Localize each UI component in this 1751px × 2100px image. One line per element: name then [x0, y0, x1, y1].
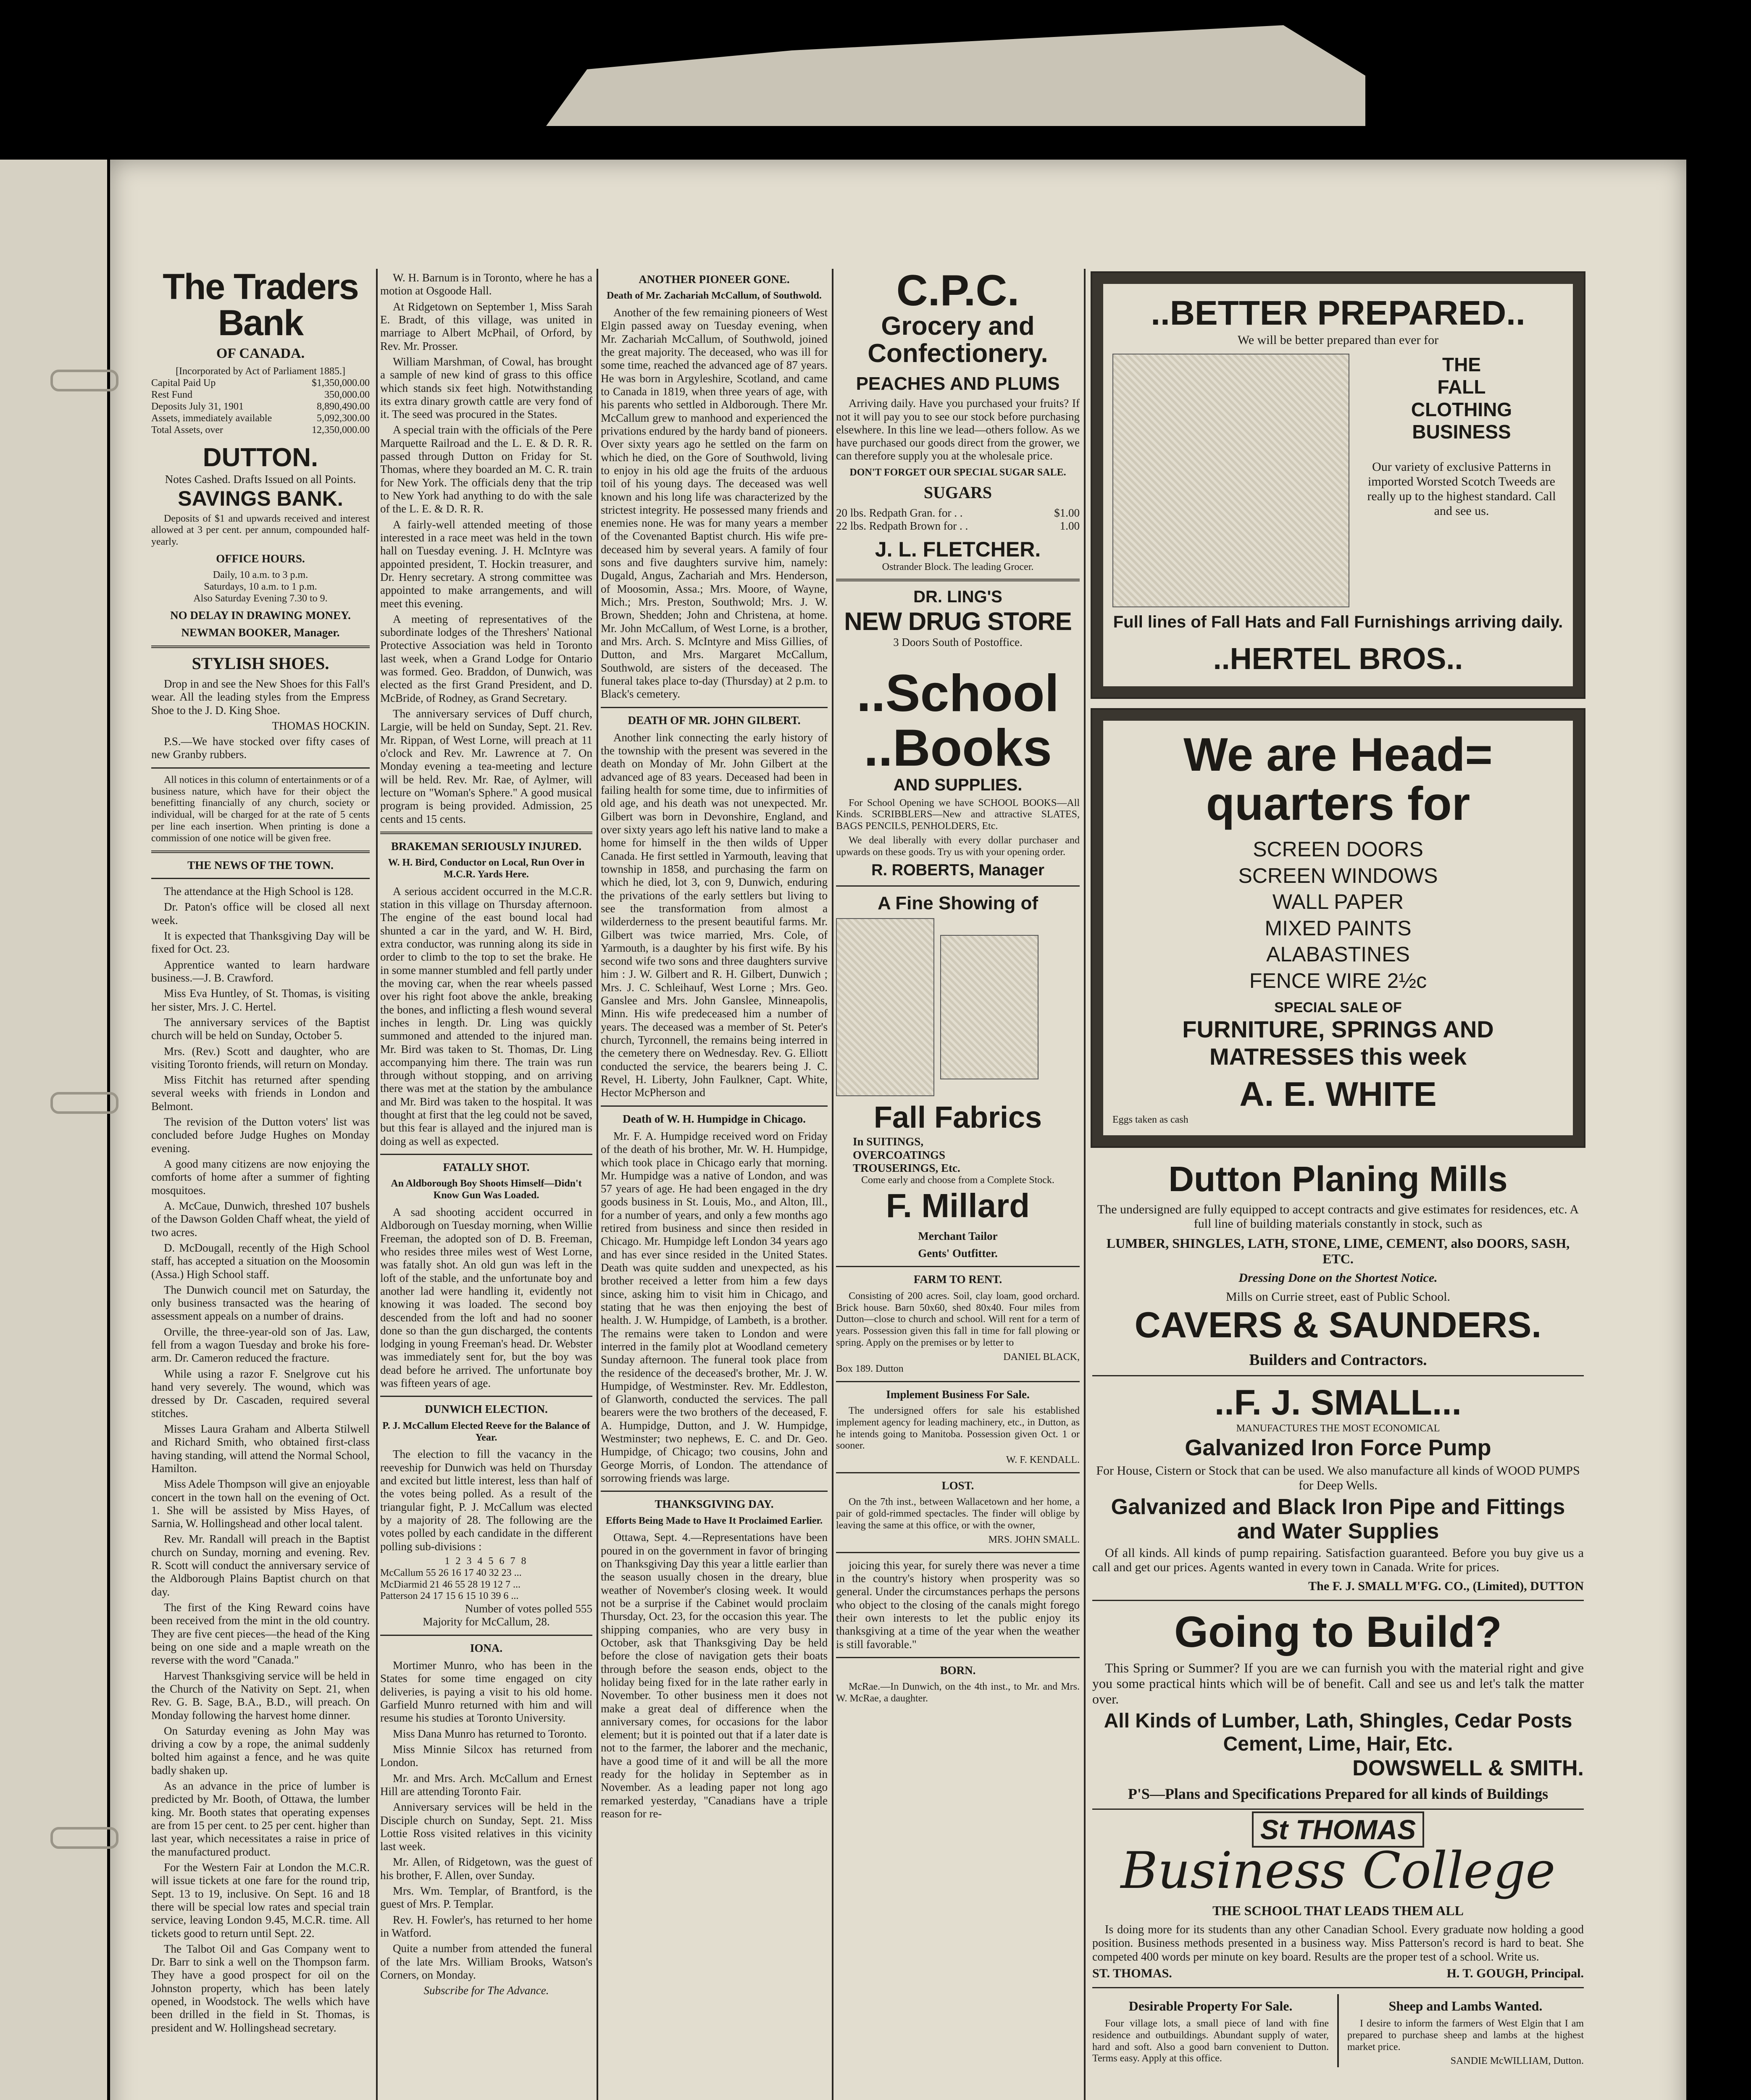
column-2	[380, 269, 592, 1997]
divider	[380, 1154, 592, 1155]
pipe-text: Of all kinds. All kinds of pump repairing. Satisfaction guaranteed. Before you buy give us a call and get our prices. Agents wanted in every town in Canada. Write for prices.	[1092, 1546, 1584, 1575]
better-prepared-text: We will be better prepared than ever for	[1237, 333, 1439, 347]
office-hours-saturday: Saturdays, 10 a.m. to 1 p.m.	[204, 581, 317, 593]
hertel-ad	[1092, 273, 1584, 697]
implement-signature: W. F. KENDALL.	[1006, 1454, 1080, 1466]
eggs-note: Eggs taken as cash	[1112, 1114, 1188, 1126]
no-delay: NO DELAY IN DRAWING MONEY.	[170, 609, 351, 622]
college-principal: H. T. GOUGH, Principal.	[1446, 1966, 1584, 1980]
tailors-illustration	[1112, 354, 1349, 607]
college-slogan: THE SCHOOL THAT LEADS THEM ALL	[1212, 1903, 1464, 1919]
sugars-heading: SUGARS	[923, 483, 992, 502]
bank-row: Rest Fund 350,000.00	[151, 389, 370, 401]
news-item: Mr. Allen, of Ridgetown, was the guest of his brother, F. Allen, over Sunday.	[380, 1856, 592, 1882]
news-item: The anniversary services of the Baptist church will be held on Sunday, October 5.	[151, 1016, 370, 1042]
column-4	[836, 266, 1080, 1974]
news-item: The first of the King Reward coins have been received from the mint in the old country. They are five cent pieces—the head of the King being on one side and a maple wreath on the reverse with the word "Canada."	[151, 1601, 370, 1667]
sheep-text: I desire to inform the farmers of West Elgin that I am prepared to purchase sheep and lambs at the highest market price.	[1347, 2018, 1584, 2053]
fabric-bolt-illustration	[940, 935, 1039, 1079]
plans-line: P'S—Plans and Specifications Prepared for all kinds of Buildings	[1128, 1785, 1549, 1802]
college-city: ST. THOMAS.	[1092, 1966, 1172, 1980]
property-heading: Desirable Property For Sale.	[1128, 1998, 1293, 2013]
news-item: Anniversary services will be held in the Disciple church on Sunday, Sept. 21. Miss Lottie Ross visited relatives in this vicinity last week.	[380, 1801, 592, 1853]
news-item: On Saturday evening as John May was driving a cow by a rope, the animal suddenly bolted him against a fence, and he was quite badly shaken up.	[151, 1724, 370, 1777]
news-item: William Marshman, of Cowal, has brought a sample of new kind of grass to this office which stands six feet high. Notwithstanding its extra dinary growth cattle are very fond of it. The seed was procured in the States.	[380, 355, 592, 421]
article-subheading: P. J. McCallum Elected Reeve for the Balance of Year.	[382, 1420, 590, 1443]
cpc-confectionery: Confectionery.	[868, 339, 1048, 368]
divider	[836, 1472, 1080, 1473]
news-item: The Dunwich council met on Saturday, the only business transacted was the hearing of assessment appeals on a number of drains.	[151, 1283, 370, 1323]
news-item: While using a razor F. Snelgrove cut his hand very severely. The wound, which was dressed by Dr. Cascaden, required several stitches.	[151, 1367, 370, 1420]
news-item: The attendance at the High School is 128.	[164, 885, 354, 898]
special-sale: SPECIAL SALE OF	[1274, 1000, 1402, 1016]
cpc-title: C.P.C.	[896, 266, 1020, 315]
better-prepared-title: ..BETTER PREPARED..	[1151, 294, 1525, 332]
binding-ring	[50, 1827, 118, 1849]
divider	[836, 1266, 1080, 1267]
news-item: Harvest Thanksgiving service will be held in the Church of the Nativity on Sept. 21, when Rev. G. B. Sage, B.A., B.D., will preach. On Monday following the harvest home dinner.	[151, 1669, 370, 1722]
bank-row: Capital Paid Up $1,350,000.00	[151, 378, 370, 389]
news-item: Mrs. (Rev.) Scott and daughter, who are visiting Toronto friends, will return on Monday.	[151, 1045, 370, 1071]
shoes-heading: STYLISH SHOES.	[192, 654, 329, 673]
goods-item: ALABASTINES	[1266, 942, 1410, 966]
news-item: Dr. Paton's office will be closed all next week.	[151, 900, 370, 927]
column-rule	[1084, 269, 1086, 2100]
cavers-name: CAVERS & SAUNDERS.	[1134, 1305, 1542, 1345]
tailor-man-illustration	[836, 918, 934, 1096]
property-text: Four village lots, a small piece of land with fine residence and outbuildings. Abundant supply of water, hard and soft. Also a good barn convenient to Dutton. Terms easy. Apply at this office.	[1092, 2018, 1329, 2064]
furniture-line: FURNITURE, SPRINGS AND MATRESSES this week	[1182, 1016, 1494, 1070]
bank-manager: NEWMAN BOOKER, Manager.	[181, 626, 340, 639]
column-rule	[597, 269, 598, 2100]
article-subheading: W. H. Bird, Conductor on Local, Run Over in M.C.R. Yards Here.	[388, 857, 585, 880]
divider	[151, 878, 370, 879]
goods-item: SCREEN DOORS	[1253, 837, 1423, 861]
lost-text: On the 7th inst., between Wallacetown and her home, a pair of gold-rimmed spectacles. The finder will oblige by leaving the same at this office, or with the owner,	[836, 1496, 1080, 1531]
ling-name: DR. LING'S	[913, 588, 1002, 606]
born-text: McRae.—In Dunwich, on the 4th inst., to Mr. and Mrs. W. McRae, a daughter.	[836, 1681, 1080, 1704]
farm-box: Box 189. Dutton	[836, 1363, 904, 1374]
headquarters-title-2: quarters for	[1206, 777, 1470, 830]
news-items	[151, 885, 370, 2034]
supplies-title: AND SUPPLIES.	[893, 776, 1023, 795]
shoes-text: Drop in and see the New Shoes for this Fall's wear. All the leading styles from the Empress Shoe to the J. D. King Shoe.	[151, 677, 370, 717]
article-heading: BRAKEMAN SERIOUSLY INJURED.	[391, 840, 582, 853]
school-offer: We deal liberally with every dollar purchaser and upwards on these goods. Try us with your opening order.	[836, 835, 1080, 858]
news-item: Rev. Mr. Randall will preach in the Baptist church on Sunday, morning and evening. Rev. R. Scott will conduct the anniversary service of the Aldborough Plains Baptist church on that day.	[151, 1533, 370, 1598]
divider	[151, 850, 370, 853]
planing-text: The undersigned are fully equipped to accept contracts and give estimates for residences, etc. A full line of building materials constantly in stock, such as	[1097, 1202, 1579, 1231]
sugar-row: 22 lbs. Redpath Brown for . . 1.00	[836, 520, 1080, 533]
divider	[1092, 1600, 1584, 1601]
fabric-item: OVERCOATINGS	[853, 1148, 946, 1161]
variety-text: Our variety of exclusive Patterns in imported Worsted Scotch Tweeds are really up to the highest standard. Call and see us.	[1367, 460, 1556, 518]
office-hours: Daily, 10 a.m. to 3 p.m.	[213, 570, 308, 581]
build-text: This Spring or Summer? If you are we can furnish you with the material right and give you some practical hints which will be of benefit. Call and see us and let's talk the matter over.	[1092, 1660, 1584, 1706]
pump-title: Galvanized Iron Force Pump	[1185, 1435, 1491, 1461]
news-item: Miss Dana Munro has returned to Toronto.	[393, 1727, 587, 1740]
divider	[380, 832, 592, 834]
fletcher-address: Ostrander Block. The leading Grocer.	[882, 561, 1034, 572]
news-item: Mr. and Mrs. Arch. McCallum and Ernest Hill are attending Toronto Fair.	[380, 1772, 592, 1798]
news-item: The anniversary services of Duff church, Largie, will be held on Sunday, Sept. 21. Rev. Mr. Rippan, of West Lorne, will preach at 11 o'clock and Rev. Mr. Lawrence at 7. On Monday evening a tea-meeting and lecture will be held. Rev. Mr. Rae, of Aylmer, will lecture on "Woman's Sphere." A good musical program is being provided. Admission, 25 cents and 15 cents.	[380, 707, 592, 825]
kinds-line: All Kinds of Lumber, Lath, Shingles, Cedar Posts Cement, Lime, Hair, Etc.	[1104, 1710, 1572, 1756]
poll-header: 1 2 3 4 5 6 7 8	[444, 1555, 528, 1567]
poll-row: McDiarmid 21 46 55 28 19 12 7 ...	[380, 1579, 521, 1590]
article-heading: ANOTHER PIONEER GONE.	[639, 273, 790, 286]
pipe-title: Galvanized and Black Iron Pipe and Fittings and Water Supplies	[1111, 1495, 1565, 1544]
fabrics-note: Come early and choose from a Complete Stock.	[861, 1175, 1054, 1186]
news-item: For the Western Fair at London the M.C.R. will issue tickets at one fare for the round trip, Sept. 13 to 19, inclusive. On Sept. 16 and 18 there will be special low rates and special train service, leaving London 9.45, M.C.R. time. All tickets good to return until Sept. 22.	[151, 1861, 370, 1940]
article-body: Ottawa, Sept. 4.—Representations have been poured in on the government in favor of bringing on Thanksgiving Day this year a little earlier than the season usually chosen in the dreary, blue weather of November's closing week. It would not be a surprise if the Cabinet would proclaim Thursday, Oct. 23, for the occasion this year. The shipping companies, who are very busy in October, ask that Thanksgiving Day be held before the close of navigation gets their boats through before the season ends, object to the holiday being fixed for in the late rather early in November. To other business men it does not make a great deal of difference when the anniversary comes, for occasions for the labor element; but it is pointed out that if a later date is not to the farmer, the laborer and the mechanic, have a good time of it and will be all the more ready for the holiday in September as in November. As a leading paper not long ago remarked yesterday, "Canadians have a triple reason for re-	[601, 1531, 828, 1820]
bank-row: Deposits July 31, 1901 8,890,490.00	[151, 401, 370, 412]
pump-text: For House, Cistern or Stock that can be used. We also manufacture all kinds of WOOD PUMPS for Deep Wells.	[1096, 1463, 1580, 1492]
poll-majority: Majority for McCallum, 28.	[423, 1615, 550, 1628]
hertel-name: ..HERTEL BROS..	[1213, 642, 1463, 676]
hats-line: Full lines of Fall Hats and Fall Furnishings arriving daily.	[1113, 612, 1563, 631]
divider	[601, 1491, 828, 1492]
subscribe-note: Subscribe for The Advance.	[423, 1984, 549, 1997]
goods-item: WALL PAPER	[1272, 890, 1404, 914]
article-body: The election to fill the vacancy in the reeveship for Dunwich was held on Thursday and excited but little interest, less than half of the votes being polled. As a result of the triangular fight, P. J. McCallum was elected by a majority of 28. The following are the votes polled by each candidate in the different polling sub-divisions :	[380, 1448, 592, 1553]
shoes-ps: P.S.—We have stocked over fifty cases of new Granby rubbers.	[151, 735, 370, 761]
article-heading: IONA.	[470, 1641, 503, 1654]
news-item: Miss Minnie Silcox has returned from London.	[380, 1743, 592, 1769]
sugar-row: 20 lbs. Redpath Gran. for . . $1.00	[836, 507, 1080, 519]
torn-paper-edge	[546, 0, 1365, 126]
bank-figures	[151, 378, 370, 436]
headquarters-title-1: We are Head=	[1183, 728, 1493, 781]
farm-text: Consisting of 200 acres. Soil, clay loam, good orchard. Brick house. Barn 50x60, shed 80x40. Four miles from Dutton—close to church and school. Will rent for a term of years. Possession given this fall in time for fall plowing or spring. Apply on the premises or by letter to	[836, 1290, 1080, 1349]
millard-trade: Merchant Tailor	[918, 1229, 998, 1242]
article-body: Mr. F. A. Humpidge received word on Friday of the death of his brother, Mr. W. H. Humpidge, which took place in Chicago early that morning. Mr. Humpidge was a native of London, and was 57 years of age. He had been engaged in the dry goods business in St. Louis, Mo., and Alton, Ill., for a number of years, and only a few months ago retired from business and since then resided in Chicago. Mr. Humpidge left London 34 years ago and has ever since resided in the United States. Death was quite sudden and unexpected, as his brother received a letter from him a few days since, asking him to visit him in Chicago, and stating that he was then enjoying the best of health. J. W. Humpidge, of Lambeth, is a brother. The remains were taken to London and were interred in the family plot at Woodland cemetery Sunday afternoon. The funeral took place from the residence of the deceased's brother, Mr. J. W. Humpidge, of Westminster. Rev. Mr. Eddleston, of Glanworth, conducted the services. The pall bearers were the two brothers of the deceased, F. A. Humpidge, Dutton, and J. W. Humpidge, Westminster; two nephews, E. C. and Dr. Geo. Humpidge, of Chicago; two cousins, John and George Morris, of London. The attendance of sorrowing friends was large.	[601, 1129, 828, 1485]
news-item: Misses Laura Graham and Alberta Stilwell and Richard Smith, who obtained first-class having standing, will attend the Normal School, Hamilton.	[151, 1422, 370, 1475]
notices-text: All notices in this column of entertainments or of a business nature, which have for their object the benefitting financially of any church, society or individual, will be charged for at the rate of 5 cents per line each insertion. When printing is done a commission of one notice will be given free.	[151, 774, 370, 844]
article-body: Another of the few remaining pioneers of West Elgin passed away on Tuesday evening, when Mr. Zachariah McCallum, of Southwold, joined the great majority. The deceased, who was ill for some time, reached the advanced age of 87 years. He was born in Argyleshire, Scotland, and came to Canada in 1819, when three years of age, with his parents who settled in Aldborough. There Mr. McCallum grew to manhood and experienced the privations endured by the hardy band of pioneers. Over sixty years ago he settled on the farm on which he died, on the Gore of Southwold, living to enjoy in his old age the fruits of the arduous toil of his young days. The deceased was well known and his long life was characterized by the strictest integrity. He possessed many friends and enemies none. He was for many years a member of the Covenanted Baptist church. His wife pre-deceased him by several years. A family of four sons and five daughters survive him, namely: Dugald, Angus, Zachariah and Mrs. Henderson, of Moosomin, Assa.; Mrs. Moore, of Wayne, Mich.; Mrs. Preston, Southwold; Mrs. J. W. Brown, Shedden; John and Christena, at home. Mr. John McCallum, of West Lorne, is a brother, and Mrs. Arch. S. McIntyre and Miss Gillies, of Dutton, and Mrs. Margaret McCallum, Southwold, are sisters of the deceased. The funeral takes place to-day (Thursday) at 2 p.m. to Black's cemetery.	[601, 306, 828, 701]
dressing-line: Dressing Done on the Shortest Notice.	[1238, 1271, 1438, 1285]
born-heading: BORN.	[940, 1664, 976, 1677]
article-subheading: Death of Mr. Zachariah McCallum, of Southwold.	[607, 290, 822, 302]
divider	[836, 1657, 1080, 1658]
planing-mills-title: Dutton Planing Mills	[1168, 1159, 1508, 1199]
drug-store-title: NEW DRUG STORE	[844, 607, 1072, 635]
bank-incorporation: [Incorporated by Act of Parliament 1885.]	[176, 366, 345, 377]
column-3	[601, 269, 828, 1991]
article-subheading: An Aldborough Boy Shoots Himself—Didn't Know Gun Was Loaded.	[391, 1178, 582, 1201]
school-title: ..School	[856, 664, 1060, 722]
news-item: A good many citizens are now enjoying the comforts of home after a summer of fighting mosquitoes.	[151, 1158, 370, 1197]
article-heading: DUNWICH ELECTION.	[425, 1403, 548, 1416]
build-title: Going to Build?	[1174, 1608, 1502, 1657]
news-item: Apprentice wanted to learn hardware business.—J. B. Crawford.	[151, 958, 370, 984]
sheep-signature: SANDIE McWILLIAM, Dutton.	[1450, 2055, 1584, 2067]
builders-line: Builders and Contractors.	[1249, 1351, 1427, 1369]
farm-signature: DANIEL BLACK,	[1003, 1351, 1080, 1362]
article-body: A serious accident occurred in the M.C.R. station in this village on Thursday afternoon. The engine of the east bound local had shunted a car in the yard, and W. H. Bird, extra conductor, was running along its side in order to climb to the top to set the brake. He in some manner stumbled and fell partly under the moving car, when the rear wheels passed over his right foot above the ankle, breaking the bones, and inflicting a flesh wound several inches in length. Dr. Ling was quickly summoned and attended to the injured man. Mr. Bird was taken to St. Thomas, Dr. Ling accompanying him there. The train was run through without stopping, and on arriving there was met at the station by the ambulance and Mr. Bird was taken to the hospital. It was thought at first that the leg could not be saved, but this fear is allayed and the injured man is doing as well as expected.	[380, 885, 592, 1147]
millard-trade-2: Gents' Outfitter.	[918, 1247, 998, 1260]
news-item: Orville, the three-year-old son of Jas. Law, fell from a wagon Tuesday and broke his fore-arm. Dr. Cameron reduced the fracture.	[151, 1325, 370, 1365]
divider	[151, 767, 370, 769]
fletcher-name: J. L. FLETCHER.	[875, 537, 1041, 561]
divider	[836, 1552, 1080, 1553]
college-city-logo: St THOMAS	[1252, 1811, 1424, 1848]
article-body: Another link connecting the early history of the township with the present was severed in the death on Monday of Mr. John Gilbert at the advanced age of 83 years. Deceased had been in failing health for some time, due to infirmities of old age, and his death was not unexpected. Mr. Gilbert was born in Devonshire, England, and over sixty years ago left his native land to make a home for himself in the then wilds of Upper Canada. He first settled in Yarmouth, leaving that township in 1858, and purchasing the farm on which he died, lot 3, con 9, Dunwich, enduring the privations of the early settlers but living to see the transformation from almost a wilderderness to the present beautiful farms. Mr. Gilbert was twice married, Mrs. Cole, of Yarmouth, is a daughter by his first wife. By his second wife two sons and three daughters survive him : J. W. Gilbert and R. H. Gilbert, Dunwich ; Mrs. J. C. Schleihauf, West Lorne ; Mrs. Geo. Ganslee and Mrs. John Ganslee, Minneapolis, Minn. His wife predeceased him a number of years. The deceased was a member of St. Peter's church, Tyrconnell, the remains being interred in the cemetery there on Wednesday. Rev. G. Elliott conducted the service, the bearers being J. C. Revel, H. Liberty, John Faulkner, Capt. White, Hector McPherson and	[601, 731, 828, 1099]
goods-item: MIXED PAINTS	[1265, 916, 1412, 940]
clothing-line: THE	[1442, 353, 1481, 375]
article-heading: DEATH OF MR. JOHN GILBERT.	[628, 714, 801, 727]
news-item: The Talbot Oil and Gas Company went to Dr. Barr to sink a well on the Thompson farm. They have a good prospect for oil on the Johnston property, which has been lately opened, in Woodstock. The wells which have been drilled in the field in St. Thomas, is president and W. Hollingshead secretary.	[151, 1942, 370, 2034]
poll-total: Number of votes polled 555	[465, 1602, 592, 1615]
divider	[380, 1396, 592, 1397]
article-heading: Death of W. H. Humpidge in Chicago.	[623, 1112, 806, 1125]
bank-row: Assets, immediately available 5,092,300.00	[151, 412, 370, 424]
bank-subtitle: OF CANADA.	[216, 346, 305, 361]
column-1	[151, 267, 370, 2034]
binding-ring	[50, 370, 118, 391]
goods-item: SCREEN WINDOWS	[1238, 864, 1438, 887]
clothing-line: BUSINESS	[1412, 420, 1511, 443]
news-heading: THE NEWS OF THE TOWN.	[187, 858, 334, 872]
article-body: A sad shooting accident occurred in Aldborough on Tuesday morning, when Willie Freeman, the adopted son of D. B. Freeman, who resides three miles west of West Lorne, was fatally shot. An old gun was left in the loft of the stable, and the unfortunate boy and another lad were handling it, evidently not knowing it was loaded. The second boy descended from the loft and had no sooner done so than the gun discharged, the contents lodging in young Freeman's head. Dr. Webster was immediately sent for, but the boy was dead before he arrived. The unfortunate boy was fifteen years of age.	[380, 1206, 592, 1390]
school-list: For School Opening we have SCHOOL BOOKS—All Kinds. SCRIBBLERS—New and attractive SLATES, BAGS PENCILS, PENHOLDERS, Etc.	[836, 797, 1080, 832]
lost-heading: LOST.	[941, 1479, 974, 1492]
dowswell-name: DOWSWELL & SMITH.	[1352, 1756, 1584, 1781]
news-item: Rev. H. Fowler's, has returned to her home in Watford.	[380, 1913, 592, 1940]
small-title: ..F. J. SMALL...	[1214, 1382, 1462, 1422]
cpc-grocery: Grocery and	[881, 312, 1035, 341]
bank-branch: DUTTON.	[202, 443, 318, 472]
books-title: ..Books	[864, 719, 1052, 777]
adjacent-page-edge	[0, 160, 107, 2100]
shoes-signature: THOMAS HOCKIN.	[272, 719, 370, 732]
divider	[836, 1381, 1080, 1382]
news-item: Quite a number from attended the funeral of the late Mrs. William Brooks, Watson's Corners, on Monday.	[380, 1942, 592, 1981]
drug-store-location: 3 Doors South of Postoffice.	[893, 636, 1023, 649]
column-rule	[376, 269, 378, 2100]
news-item: Mortimer Munro, who has been in the States for some time engaged on city deliveries, is paying a visit to his old home. Garfield Munro returned with him and will resume his studies at Toronto University.	[380, 1659, 592, 1725]
news-item: At Ridgetown on September 1, Miss Sarah E. Bradt, of this village, was united in marriage to Albert McPhail, of Orford, by Rev. Mr. Prosser.	[380, 300, 592, 352]
clothing-line: CLOTHING	[1411, 398, 1512, 420]
news-item: As an advance in the price of lumber is predicted by Mr. Booth, of Ottawa, the lumber king. Mr. Booth states that operating expenses are from 15 per cent. to 25 per cent. higher than last year, which necessitates a raise in price of the manufactured product.	[151, 1780, 370, 1858]
sugar-note: DON'T FORGET OUR SPECIAL SUGAR SALE.	[849, 467, 1066, 478]
savings-text: Deposits of $1 and upwards received and interest allowed at 3 per cent. per annum, compounded half-yearly.	[151, 513, 370, 548]
lost-signature: MRS. JOHN SMALL.	[988, 1534, 1080, 1545]
sheep-heading: Sheep and Lambs Wanted.	[1388, 1998, 1543, 2013]
article-subheading: Efforts Being Made to Have It Proclaimed Earlier.	[606, 1515, 823, 1526]
news-item: A. McCaue, Dunwich, threshed 107 bushels of the Dawson Golden Chaff wheat, the yield of two acres.	[151, 1199, 370, 1239]
college-name: Business College	[1120, 1842, 1556, 1900]
farm-heading: FARM TO RENT.	[913, 1273, 1002, 1286]
news-item: D. McDougall, recently of the High School staff, has accepted a situation on the Moosomin (Assa.) High School staff.	[151, 1241, 370, 1281]
bank-title: The Traders Bank	[163, 267, 358, 343]
news-item: Mrs. Wm. Templar, of Brantford, is the guest of Mrs. P. Templar.	[380, 1885, 592, 1911]
millard-name: F. Millard	[886, 1187, 1030, 1225]
college-text: Is doing more for its students than any other Canadian School. Every graduate now holding a good position. Business methods presented in a business way. Miss Patterson's record is hard to beat. She competed 400 words per minute on key board. Results are the proper test of a school. Write us.	[1092, 1923, 1584, 1964]
binding-ring	[50, 1092, 118, 1114]
article-continuation: joicing this year, for surely there was never a time in the country's history when prosperity was so general. Under the circumstances perhaps the persons who object to the closing of the canals might forego their own interests to let the public enjoy its thanksgiving at a time of the year when the weather is still favorable."	[836, 1559, 1080, 1651]
news-item: A special train with the officials of the Pere Marquette Railroad and the L. E. & D. R. R. passed through Dutton on Friday for St. Thomas, where they boarded an M. C. R. train for New York. The officials deny that the trip to New York had anything to do with the sale of the L. E. & D. R. R.	[380, 423, 592, 515]
lumber-line: LUMBER, SHINGLES, LATH, STONE, LIME, CEMENT, also DOORS, SASH, ETC.	[1106, 1236, 1570, 1267]
divider	[380, 1635, 592, 1636]
savings-heading: SAVINGS BANK.	[178, 486, 343, 510]
fine-showing: A Fine Showing of	[877, 892, 1039, 914]
white-ad	[1092, 710, 1584, 1146]
divider	[836, 885, 1080, 887]
fabric-item: In SUITINGS,	[853, 1135, 924, 1148]
poll-row: Patterson 24 17 15 6 15 10 39 6 ...	[380, 1591, 519, 1602]
article-heading: FATALLY SHOT.	[443, 1161, 530, 1174]
fabric-item: TROUSERINGS, Etc.	[853, 1161, 960, 1174]
office-hours-heading: OFFICE HOURS.	[216, 552, 305, 565]
divider	[836, 579, 1080, 581]
bank-row: Total Assets, over 12,350,000.00	[151, 424, 370, 436]
fall-fabrics-title: Fall Fabrics	[873, 1100, 1042, 1134]
news-item: A fairly-well attended meeting of those interested in a race meet was held in the town hall on Tuesday evening. J. H. McIntyre was appointed president, T. Hockin treasurer, and Dr. Henry secretary. A strong committee was appointed to make arrangements, and will meet this evening.	[380, 518, 592, 610]
white-name: A. E. WHITE	[1239, 1075, 1437, 1114]
divider	[1092, 1809, 1584, 1810]
news-item: Miss Adele Thompson will give an enjoyable concert in the town hall on the evening of Oct. 1. She will be assisted by Miss Hayes, of Sarnia, W. Hollingshead and other local talent.	[151, 1478, 370, 1530]
peaches-heading: PEACHES AND PLUMS	[856, 373, 1060, 394]
news-item: It is expected that Thanksgiving Day will be fixed for Oct. 23.	[151, 929, 370, 956]
news-item: Miss Eva Huntley, of St. Thomas, is visiting her sister, Mrs. J. C. Hertel.	[151, 987, 370, 1013]
peaches-text: Arriving daily. Have you purchased your fruits? If not it will pay you to see our stock before purchasing elsewhere. In this line we lead—others follow. As we have purchased our goods direct from the grower, we can therefore supply you at the wholesale price.	[836, 397, 1080, 462]
clothing-line: FALL	[1437, 376, 1486, 398]
article-heading: THANKSGIVING DAY.	[655, 1498, 774, 1511]
news-item: A meeting of representatives of the subordinate lodges of the Threshers' National Protective Association was held in Toronto last week, when a Grand Lodge for Ontario was formed. Geo. Braddon, of Dunwich, was elected as the first Grand President, and D. McBride, of Rodney, as Grand Secretary.	[380, 612, 592, 704]
small-sub: MANUFACTURES THE MOST ECONOMICAL	[1236, 1423, 1440, 1434]
mills-location: Mills on Currie street, east of Public School.	[1225, 1290, 1451, 1304]
bank-notes: Notes Cashed. Drafts Issued on all Points.	[165, 473, 356, 486]
divider	[1092, 1375, 1584, 1376]
column-5	[1092, 269, 1584, 2100]
news-item: W. H. Barnum is in Toronto, where he has a motion at Osgoode Hall.	[380, 271, 592, 297]
news-item: Miss Fitchit has returned after spending several weeks with friends in London and Belmont.	[151, 1074, 370, 1113]
divider	[151, 646, 370, 648]
implement-text: The undersigned offers for sale his established implement agency for leading machinery, etc., in Dutton, as he intends going to Manitoba. Possession given Oct. 1 or sooner.	[836, 1405, 1080, 1452]
column-rule	[832, 269, 833, 2100]
divider	[1092, 1987, 1584, 1988]
roberts-manager: R. ROBERTS, Manager	[871, 861, 1044, 879]
implement-heading: Implement Business For Sale.	[886, 1388, 1030, 1401]
office-hours-evening: Also Saturday Evening 7.30 to 9.	[193, 593, 328, 604]
news-item: The revision of the Dutton voters' list was concluded before Judge Hughes on Monday evening.	[151, 1116, 370, 1155]
divider	[601, 707, 828, 708]
poll-row: McCallum 55 26 16 17 40 32 23 ...	[380, 1567, 522, 1578]
goods-item: FENCE WIRE 2½c	[1249, 969, 1427, 992]
small-company: The F. J. SMALL M'FG. CO., (Limited), DUTTON	[1308, 1579, 1584, 1593]
divider	[601, 1105, 828, 1107]
